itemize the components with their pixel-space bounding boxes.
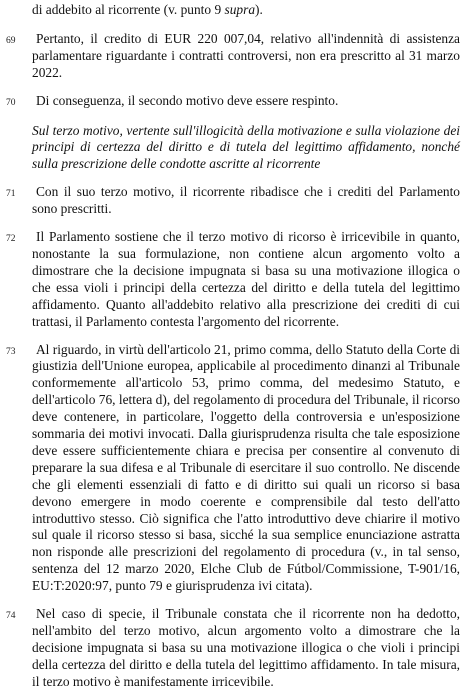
paragraph-number: 73 <box>6 346 16 357</box>
paragraph-69 <box>6 31 460 82</box>
paragraph-number: 69 <box>6 35 16 46</box>
paragraph-72 <box>6 229 460 330</box>
italic-term: supra <box>224 2 256 17</box>
paragraph-70 <box>6 93 460 112</box>
paragraph-73 <box>6 342 460 596</box>
paragraph-text: Pertanto, il credito di EUR 220 007,04, relativo all'indennità di assistenza parlamentare riguardante i contratti controversi, non era prescritto al 31 marzo 2022. <box>32 30 460 80</box>
paragraph-text: Il Parlamento sostiene che il terzo motivo di ricorso è irricevibile in quanto, nonostante la sua formulazione, non contiene alcun argomento volto a dimostrare che la decisione impugnata si basa su una motivazione illogica o che essa violi i principi della certezza del diritto e della tutela del legittimo affidamento. Quanto all'addebito relativo alla prescrizione dei crediti di cui trattasi, il Parlamento contesta l'argomento del ricorrente. <box>32 229 460 329</box>
paragraph-number: 74 <box>6 611 16 622</box>
section-heading: Sul terzo motivo, vertente sull'illogicità della motivazione e sulla violazione dei principi di certezza del diritto e di tutela del legittimo affidamento, nonché sulla prescrizione delle condotte ascritte al ricorrente <box>32 122 460 172</box>
paragraph-text: Di conseguenza, il secondo motivo deve essere respinto. <box>36 92 339 108</box>
paragraph-74 <box>6 606 460 691</box>
paragraph-text: Al riguardo, in virtù dell'articolo 21, primo comma, dello Statuto della Corte di giustizia dell'Unione europea, applicabile al procedimento dinanzi al Tribunale conformemente all'articolo 53, primo comma, del medesimo Statuto, e dell'articolo 76, lettera d), del regolamento di procedura del Tribunale, il ricorso deve contenere, in particolare, l'oggetto della controversia e un'esposizione sommaria dei motivi invocati. Dalla giurisprudenza risulta che tale esposizione deve essere sufficientemente chiara e precisa per consentire al convenuto di preparare la sua difesa e al Tribunale di esercitare il suo controllo. Ne discende che gli elementi essenziali di fatto e di diritto sui quali un ricorso si basa devono emergere in modo coerente e comprensibile dal testo dell'atto introduttivo stesso. Ciò significa che l'atto introduttivo deve chiarire il motivo sul quale il ricorso stesso si basa, sicché la sua semplice enunciazione astratta non risponde alle prescrizioni del regolamento di procedura (v., in tal senso, sentenza del 12 marzo 2020, Elche Club de Fútbol/Commissione, T-901/16, EU:T:2020:97, punto 79 e giurisprudenza ivi citata). <box>32 341 460 594</box>
intro-line: di addebito al ricorrente (v. punto 9 supra). <box>32 2 263 17</box>
paragraph-number: 72 <box>6 234 16 245</box>
paragraph-71 <box>6 184 460 218</box>
paragraph-text: Con il suo terzo motivo, il ricorrente ribadisce che i crediti del Parlamento sono prescritti. <box>32 184 460 217</box>
paragraph-text: Nel caso di specie, il Tribunale constata che il ricorrente non ha dedotto, nell'ambito del terzo motivo, alcun argomento volto a dimostrare che la decisione impugnata si basa su una motivazione illogica o che violi i principi della certezza del diritto e della tutela del legittimo affidamento. In tale misura, il terzo motivo è manifestamente irricevibile. <box>32 606 460 689</box>
paragraph-number: 71 <box>6 189 16 200</box>
paragraph-number: 70 <box>6 97 16 108</box>
